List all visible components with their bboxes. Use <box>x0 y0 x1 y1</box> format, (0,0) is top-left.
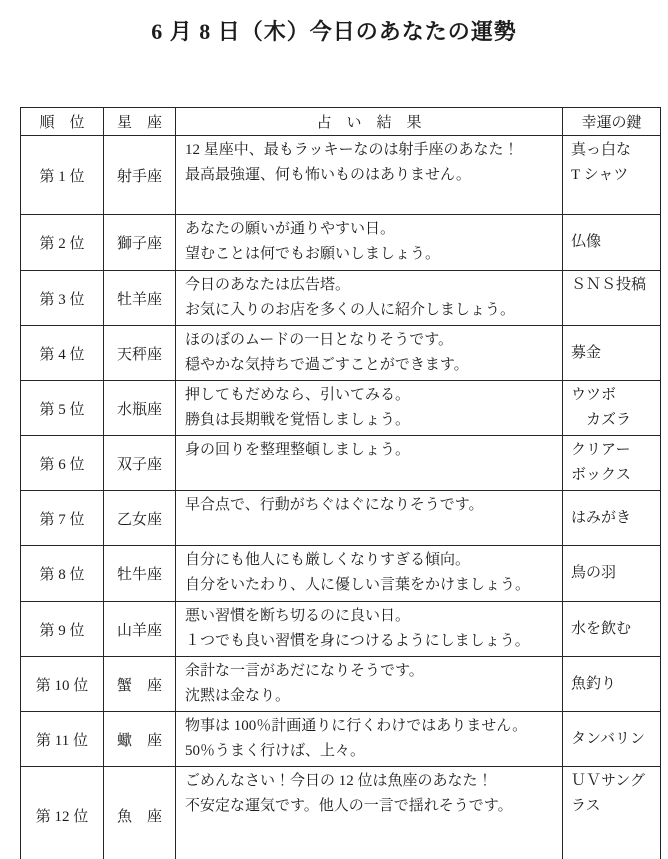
key-cell <box>563 436 661 491</box>
text-line: 魚釣り <box>571 675 617 692</box>
text-line: 自分にも他人にも厳しくなりすぎる傾向。 <box>185 552 471 568</box>
text-line: 穏やかな気持ちで過ごすことができます。 <box>185 357 469 373</box>
text-line: クリアー <box>571 442 631 458</box>
sign-cell: 牡羊座 <box>104 271 176 326</box>
fortune-cell <box>176 136 563 215</box>
key-cell <box>563 271 661 326</box>
text-line: 今日のあなたは広告塔。 <box>185 277 351 293</box>
text-line: 募金 <box>571 344 602 361</box>
key-cell <box>563 657 661 712</box>
sign-cell: 山羊座 <box>104 602 176 657</box>
text-line: 身の回りを整理整頓しましょう。 <box>185 442 411 458</box>
rank-cell: 第 6 位 <box>21 436 104 491</box>
text-line: ウツボ <box>571 387 617 403</box>
fortune-cell <box>176 381 563 436</box>
text-line: はみがき <box>571 509 632 526</box>
text-line: お気に入りのお店を多くの人に紹介しましょう。 <box>185 302 516 318</box>
fortune-cell <box>176 602 563 657</box>
text-line: 望むことは何でもお願いしましょう。 <box>185 246 441 262</box>
text-line: 水を飲む <box>571 620 632 637</box>
sign-cell: 天秤座 <box>104 326 176 381</box>
sign-cell: 乙女座 <box>104 491 176 546</box>
key-cell <box>563 381 661 436</box>
fortune-cell <box>176 215 563 271</box>
column-header-rank: 順 位 <box>21 108 104 136</box>
text-line: 押してもだめなら、引いてみる。 <box>185 387 411 403</box>
text-line: T シャツ <box>571 167 629 183</box>
rank-cell: 第 1 位 <box>21 136 104 215</box>
table-row <box>21 271 661 326</box>
sign-cell: 水瓶座 <box>104 381 176 436</box>
text-line: ほのぼのムードの一日となりそうです。 <box>185 332 454 348</box>
table-row <box>21 546 661 602</box>
text-line: 最高最強運、何も怖いものはありません。 <box>185 167 471 183</box>
table-row <box>21 767 661 859</box>
sign-cell: 牡牛座 <box>104 546 176 602</box>
fortune-cell <box>176 436 563 491</box>
fortune-cell <box>176 712 563 767</box>
table-row <box>21 602 661 657</box>
text-line: 12 星座中、最もラッキーなのは射手座のあなた！ <box>185 142 519 158</box>
table-row <box>21 215 661 271</box>
rank-cell: 第 5 位 <box>21 381 104 436</box>
table-row <box>21 136 661 215</box>
column-header-key: 幸運の鍵 <box>563 108 661 136</box>
text-line: 沈黙は金なり。 <box>185 688 291 704</box>
fortune-cell <box>176 271 563 326</box>
table-row <box>21 381 661 436</box>
table-row <box>21 712 661 767</box>
fortune-cell <box>176 546 563 602</box>
rank-cell: 第 11 位 <box>21 712 104 767</box>
text-line: タンバリン <box>571 730 645 747</box>
key-cell <box>563 546 661 602</box>
rank-cell: 第 9 位 <box>21 602 104 657</box>
text-line: 真っ白な <box>571 142 632 158</box>
text-line: 物事は 100％計画通りに行くわけではありません。 <box>185 718 528 734</box>
sign-cell: 双子座 <box>104 436 176 491</box>
table-header-row <box>21 108 661 136</box>
rank-cell: 第 12 位 <box>21 767 104 859</box>
key-cell <box>563 712 661 767</box>
text-line: 悪い習慣を断ち切るのに良い日。 <box>185 608 411 624</box>
text-line: カズラ <box>571 412 632 428</box>
rank-cell: 第 10 位 <box>21 657 104 712</box>
text-line: ごめんなさい！今日の 12 位は魚座のあなた！ <box>185 773 493 789</box>
text-line: ラス <box>571 798 601 814</box>
text-line: 余計な一言があだになりそうです。 <box>185 663 424 679</box>
text-line: ボックス <box>571 467 631 483</box>
sign-cell: 蟹 座 <box>104 657 176 712</box>
text-line: あなたの願いが通りやすい日。 <box>185 221 396 237</box>
text-line: 50％うまく行けば、上々。 <box>185 743 366 759</box>
text-line: 仏像 <box>571 234 602 250</box>
key-cell <box>563 326 661 381</box>
text-line: 鳥の羽 <box>571 565 617 581</box>
rank-cell: 第 2 位 <box>21 215 104 271</box>
table-row <box>21 436 661 491</box>
fortune-cell <box>176 491 563 546</box>
text-line: 不安定な運気です。他人の一言で揺れそうです。 <box>185 798 513 814</box>
sign-cell: 魚 座 <box>104 767 176 859</box>
fortune-cell <box>176 767 563 859</box>
rank-cell: 第 7 位 <box>21 491 104 546</box>
key-cell <box>563 491 661 546</box>
fortune-table <box>20 107 661 859</box>
text-line: ＳＮＳ投稿 <box>571 277 647 293</box>
text-line: 勝負は長期戦を覚悟しましょう。 <box>185 412 411 428</box>
table-row <box>21 326 661 381</box>
rank-cell: 第 3 位 <box>21 271 104 326</box>
table-row <box>21 491 661 546</box>
text-line: ＵＶサング <box>571 773 645 789</box>
text-line: 自分をいたわり、人に優しい言葉をかけましょう。 <box>185 577 531 593</box>
key-cell <box>563 136 661 215</box>
key-cell <box>563 767 661 859</box>
rank-cell: 第 4 位 <box>21 326 104 381</box>
key-cell <box>563 602 661 657</box>
column-header-sign: 星 座 <box>104 108 176 136</box>
sign-cell: 蠍 座 <box>104 712 176 767</box>
text-line: １つでも良い習慣を身につけるようにしましょう。 <box>185 633 530 649</box>
table-row <box>21 657 661 712</box>
sign-cell: 射手座 <box>104 136 176 215</box>
text-line: 早合点で、行動がちぐはぐになりそうです。 <box>185 497 484 513</box>
fortune-cell <box>176 657 563 712</box>
sign-cell: 獅子座 <box>104 215 176 271</box>
key-cell <box>563 215 661 271</box>
page-title: 6 月 8 日（木）今日のあなたの運勢 <box>151 19 517 44</box>
rank-cell: 第 8 位 <box>21 546 104 602</box>
fortune-cell <box>176 326 563 381</box>
column-header-fortune: 占 い 結 果 <box>176 108 563 136</box>
